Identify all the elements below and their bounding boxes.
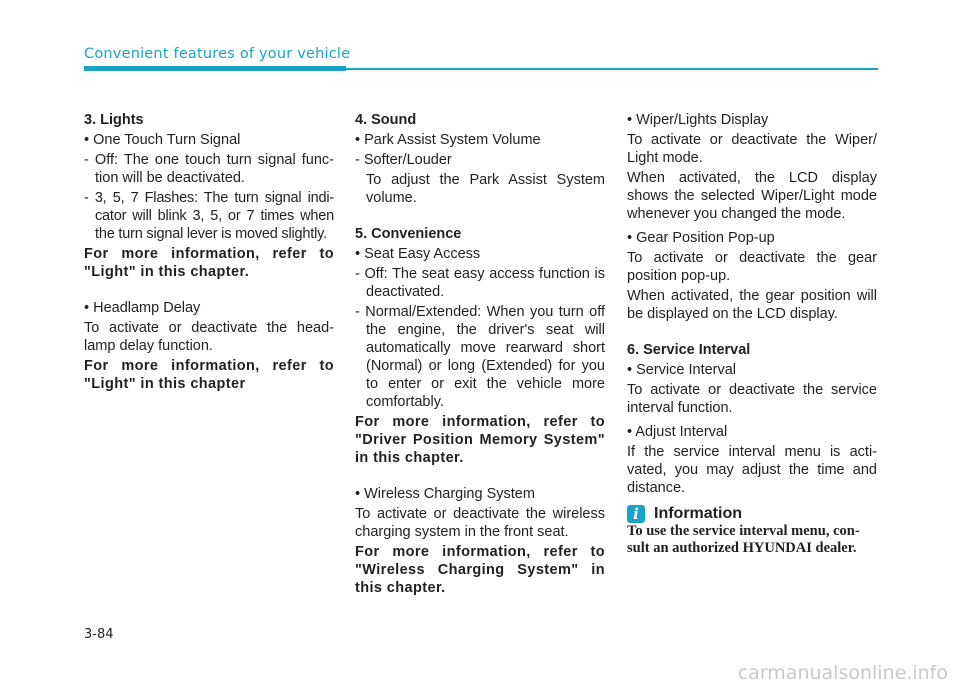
bullet-one-touch-turn-signal: • One Touch Turn Signal: [84, 132, 241, 148]
body-text: If the service interval menu is acti-vated, you may adjust the time and distance.: [627, 444, 877, 496]
info-icon: i: [627, 505, 645, 523]
information-title: Information: [654, 505, 742, 522]
section-heading-convenience: 5. Convenience: [355, 226, 462, 242]
section-heading-sound: 4. Sound: [355, 112, 417, 128]
body-text: To adjust the Park Assist System volume.: [366, 172, 605, 206]
page-number: 3-84: [84, 627, 114, 642]
reference-note: For more information, refer to "Light" in this chapter.: [84, 246, 334, 280]
bullet-park-assist-volume: • Park Assist System Volume: [355, 132, 541, 148]
bullet-service-interval: • Service Interval: [627, 362, 737, 378]
information-text: To use the service interval menu, con-sult an authorized HYUNDAI dealer.: [627, 523, 860, 556]
watermark: carmanualsonline.info: [737, 662, 948, 684]
dash-item: - 3, 5, 7 Flashes: The turn signal indi-cator will blink 3, 5, or 7 times when the turn signal lever is moved slightly.: [84, 190, 334, 242]
reference-note: For more information, refer to "Wireless Charging System" in this chapter.: [355, 544, 605, 596]
reference-note: For more information, refer to "Light" in this chapter: [84, 358, 334, 392]
column-1: [84, 111, 334, 395]
section-heading-lights: 3. Lights: [84, 112, 144, 128]
body-text: To activate or deactivate the service interval function.: [627, 382, 877, 416]
body-text: To activate or deactivate the head-lamp delay function.: [84, 320, 334, 354]
bullet-headlamp-delay: • Headlamp Delay: [84, 300, 201, 316]
body-text: To activate or deactivate the Wiper/ Light mode.: [627, 132, 877, 166]
body-text: When activated, the LCD display shows the selected Wiper/Light mode whenever you changed the mode.: [627, 170, 877, 222]
column-3: [627, 111, 877, 559]
bullet-wiper-lights-display: • Wiper/Lights Display: [627, 112, 769, 128]
body-text: To activate or deactivate the wireless charging system in the front seat.: [355, 506, 605, 540]
dash-item: - Softer/Louder: [355, 152, 452, 168]
reference-note: For more information, refer to "Driver Position Memory System" in this chapter.: [355, 414, 605, 466]
header-title: Convenient features of your vehicle: [84, 46, 351, 62]
header-rule-thick: [84, 66, 346, 71]
bullet-adjust-interval: • Adjust Interval: [627, 424, 728, 440]
dash-item: - Off: The one touch turn signal func-tion will be deactivated.: [84, 152, 334, 186]
section-heading-service-interval: 6. Service Interval: [627, 342, 751, 358]
dash-item: - Normal/Extended: When you turn off the engine, the driver's seat will automatically move rearward short (Normal) or long (Extended) for you to enter or exit the vehicle more comfortably.: [355, 304, 605, 410]
header-rule-thin: [346, 68, 878, 70]
bullet-gear-position-popup: • Gear Position Pop-up: [627, 230, 775, 246]
bullet-seat-easy-access: • Seat Easy Access: [355, 246, 481, 262]
body-text: When activated, the gear position will be displayed on the LCD display.: [627, 288, 877, 322]
column-2: [355, 111, 605, 599]
information-box-header: [627, 505, 877, 523]
body-text: To activate or deactivate the gear position pop-up.: [627, 250, 877, 284]
dash-item: - Off: The seat easy access function is deactivated.: [355, 266, 605, 300]
bullet-wireless-charging: • Wireless Charging System: [355, 486, 535, 502]
